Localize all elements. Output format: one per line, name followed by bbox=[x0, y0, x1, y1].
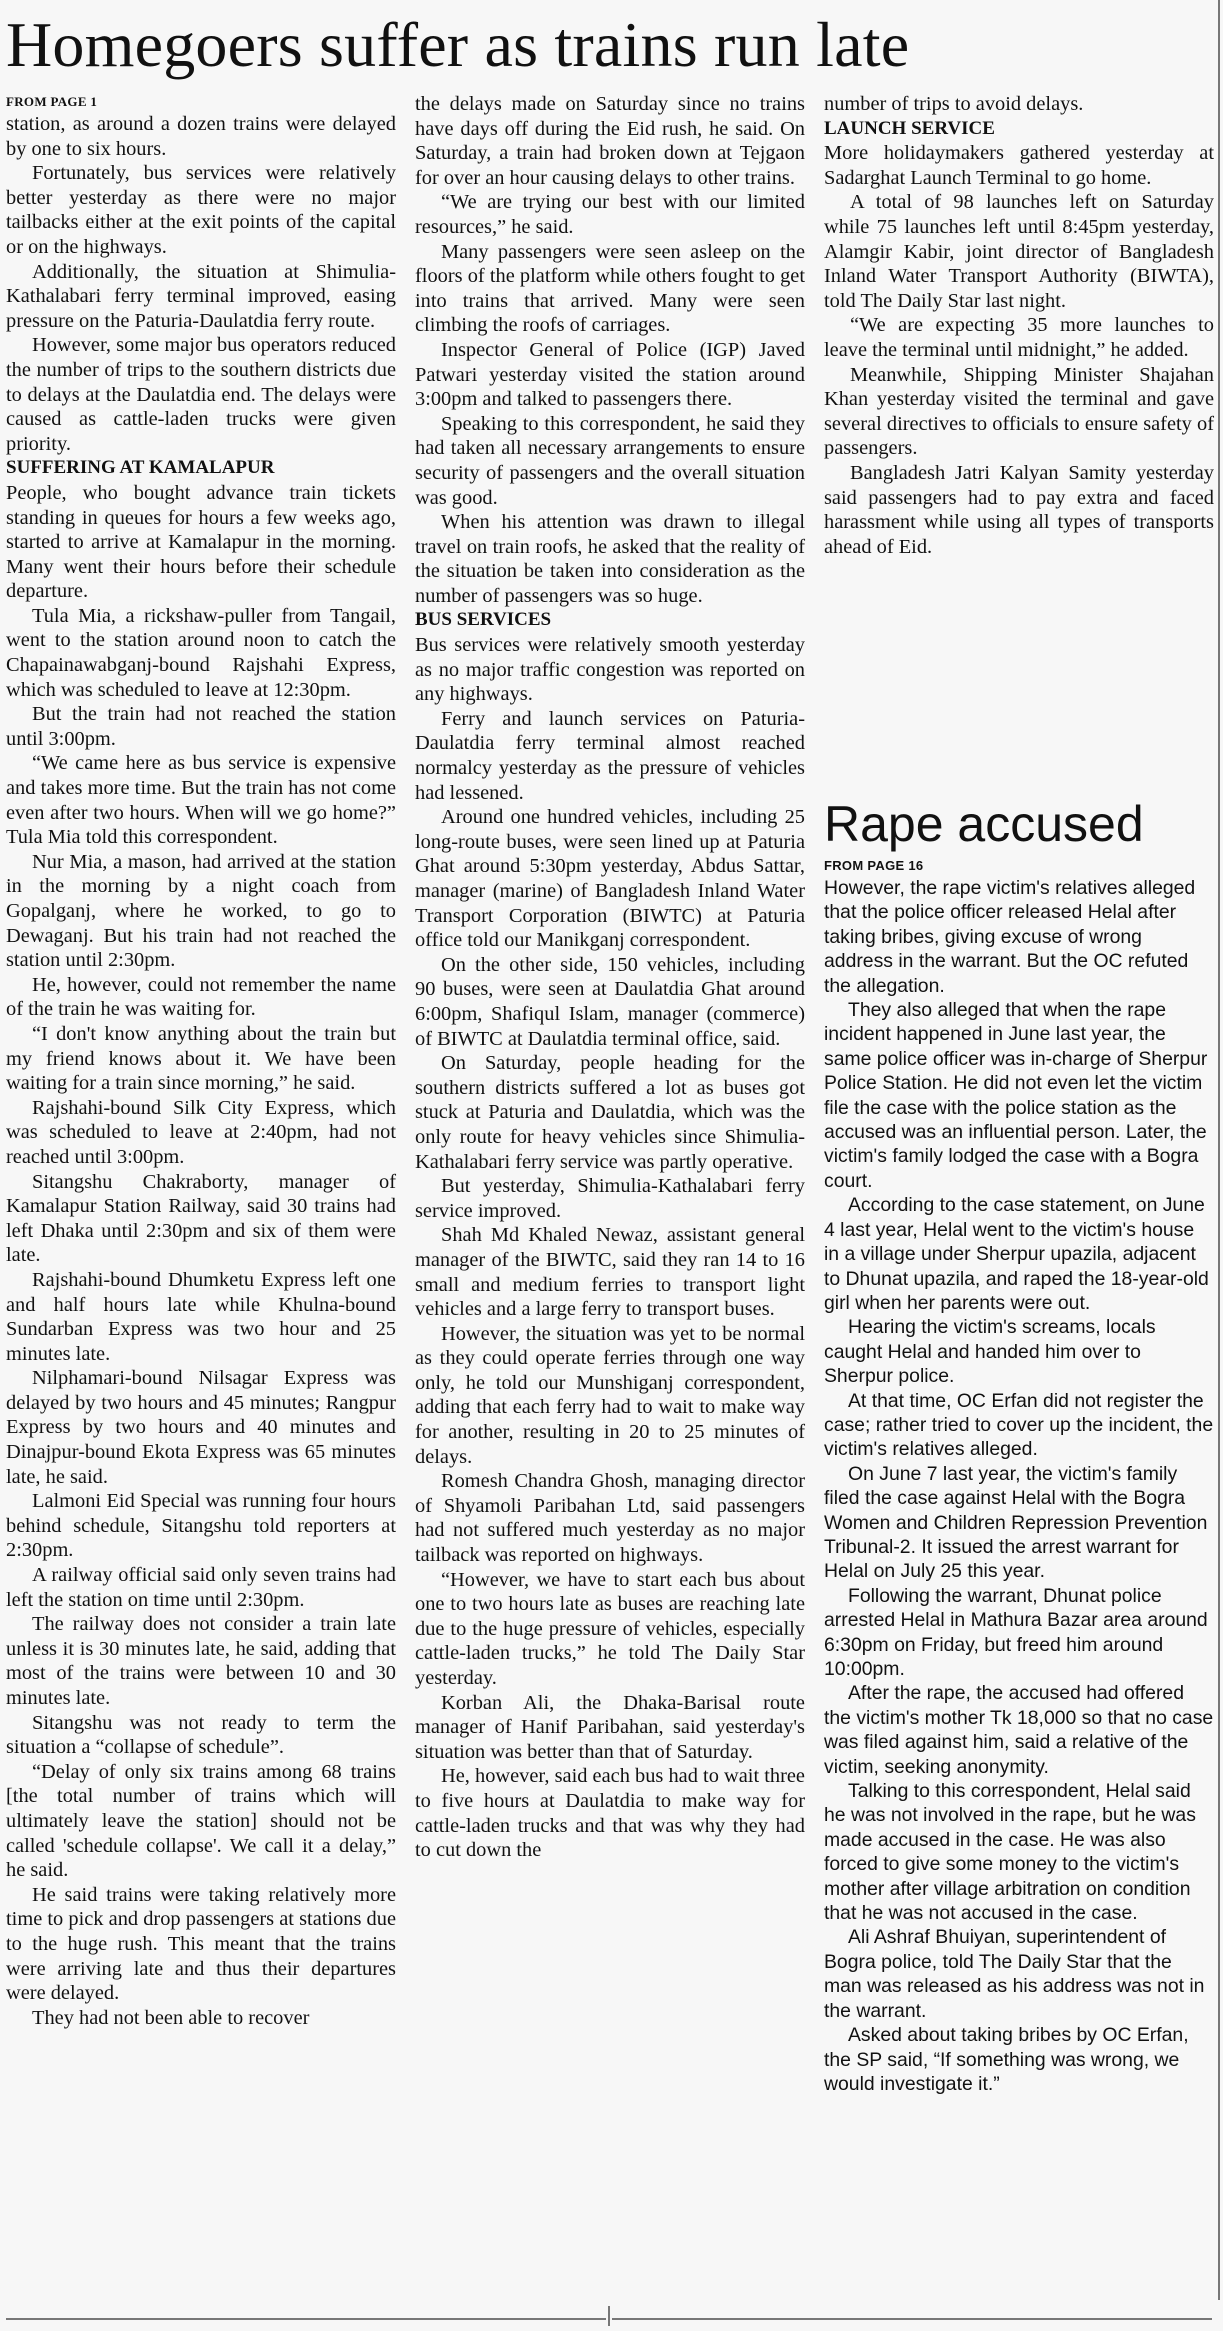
bottom-rule-right bbox=[612, 2318, 1212, 2320]
paragraph: “However, we have to start each bus about one to two hours late as buses are reaching late due to the huge pressure of vehicles, especially cattle-laden trucks,” he told The Daily Star yesterday. bbox=[415, 1568, 805, 1689]
paragraph: Rajshahi-bound Silk City Express, which was scheduled to leave at 2:40pm, had not reached until 3:00pm. bbox=[6, 1096, 396, 1168]
paragraph: However, the rape victim's relatives alleged that the police officer released Helal after taking bribes, giving excuse of wrong address in the warrant. But the OC refuted the allegation. bbox=[824, 877, 1196, 997]
column-1-body bbox=[6, 112, 396, 2030]
paragraph: But the train had not reached the station until 3:00pm. bbox=[6, 703, 396, 750]
subheading: BUS SERVICES bbox=[415, 609, 552, 631]
paragraph: The railway does not consider a train late unless it is 30 minutes late, he said, adding that most of the trains were between 10 and 30 minutes late. bbox=[6, 1613, 396, 1709]
paragraph: He said trains were taking relatively more time to pick and drop passengers at stations due to the huge rush. This meant that the trains were arriving late and thus their departures were delayed. bbox=[6, 1883, 396, 2005]
paragraph: “We are expecting 35 more launches to leave the terminal until midnight,” he added. bbox=[824, 314, 1214, 361]
paragraph: Sitangshu Chakraborty, manager of Kamalapur Station Railway, said 30 trains had left Dhaka until 2:30pm and six of them were late. bbox=[6, 1170, 396, 1267]
paragraph: station, as around a dozen trains were delayed by one to six hours. bbox=[6, 113, 396, 160]
paragraph: Shah Md Khaled Newaz, assistant general manager of the BIWTC, said they ran 14 to 16 small and medium ferries to transport light vehicles and a large ferry to transport buses. bbox=[415, 1224, 805, 1321]
rape-accused-story bbox=[824, 792, 1214, 2096]
story-column-3 bbox=[824, 92, 1214, 559]
paragraph: Meanwhile, Shipping Minister Shajahan Khan yesterday visited the terminal and gave several directives to officials to ensure safety of passengers. bbox=[824, 363, 1214, 460]
subheading: LAUNCH SERVICE bbox=[824, 117, 995, 139]
paragraph: A total of 98 launches left on Saturday while 75 launches left until 8:45pm yesterday, Alamgir Kabir, joint director of Bangladesh Inland Water Transport Authority (BIWTA), told The Daily Star last night. bbox=[824, 191, 1214, 312]
paragraph: Additionally, the situation at Shimulia-Kathalabari ferry terminal improved, easing pressure on the Paturia-Daulatdia ferry route. bbox=[6, 260, 396, 332]
column-rule-right bbox=[1218, 0, 1220, 2300]
from-page-label: FROM PAGE 1 bbox=[6, 94, 98, 109]
paragraph: Bus services were relatively smooth yesterday as no major traffic congestion was reported on any highways. bbox=[415, 634, 805, 706]
paragraph: Tula Mia, a rickshaw-puller from Tangail, went to the station around noon to catch the Chapainawabganj-bound Rajshahi Express, which was scheduled to leave at 12:30pm. bbox=[6, 604, 396, 701]
paragraph: When his attention was drawn to illegal travel on train roofs, he asked that the reality of the situation be taken into consideration as the number of passengers was so huge. bbox=[415, 511, 805, 607]
rape-from-page-label: FROM PAGE 16 bbox=[824, 858, 924, 873]
paragraph: People, who bought advance train tickets standing in queues for hours a few weeks ago, started to arrive at Kamalapur in the morning. Many went their hours before their schedule departure. bbox=[6, 481, 396, 603]
paragraph: He, however, said each bus had to wait three to five hours at Daulatdia to make way for cattle-laden trucks and that was why they had to cut down the bbox=[415, 1765, 805, 1862]
paragraph: Bangladesh Jatri Kalyan Samity yesterday said passengers had to pay extra and faced harassment while using all types of transports ahead of Eid. bbox=[824, 461, 1214, 558]
paragraph: However, the situation was yet to be normal as they could operate ferries through one way only, he told our Munshiganj correspondent, adding that each ferry had to wait to make way for another, resulting in 20 to 25 minutes of delays. bbox=[415, 1322, 805, 1468]
paragraph: Ferry and launch services on Paturia-Daulatdia ferry terminal almost reached normalcy yesterday as the pressure of vehicles had lessened. bbox=[415, 707, 805, 804]
paragraph: “Delay of only six trains among 68 trains [the total number of trains which will ultimately leave the station] should not be called 'schedule collapse'. We call it a delay,” he said. bbox=[6, 1760, 396, 1882]
paragraph: Inspector General of Police (IGP) Javed Patwari yesterday visited the station around 3:00pm and talked to passengers there. bbox=[415, 338, 805, 411]
paragraph: They had not been able to recover bbox=[32, 2006, 310, 2029]
paragraph: Around one hundred vehicles, including 25 long-route buses, were seen lined up at Paturia Ghat around 5:30pm yesterday, Abdus Sattar, manager (marine) of Bangladesh Inland Water Transport Corporation (BIWTC) at Paturia office told our Manikganj correspondent. bbox=[415, 806, 805, 952]
paragraph: Romesh Chandra Ghosh, managing director of Shyamoli Paribahan Ltd, said passengers had not suffered much yesterday as no major tailback was reported on highways. bbox=[415, 1470, 805, 1567]
paragraph: However, some major bus operators reduced the number of trips to the southern districts due to delays at the Daulatdia end. The delays were caused as cattle-laden trucks were given priority. bbox=[6, 334, 396, 455]
paragraph: Following the warrant, Dhunat police arrested Helal in Mathura Bazar area around 6:30pm on Friday, but freed him around 10:00pm. bbox=[824, 1584, 1208, 1680]
paragraph: Talking to this correspondent, Helal said he was not involved in the rape, but he was made accused in the case. He was also forced to give some money to the victim's mother after village arbitration on condition that he was not accused in the case. bbox=[824, 1780, 1196, 1925]
paragraph: Fortunately, bus services were relatively better yesterday as there were no major tailbacks either at the exit points of the capital or on the highways. bbox=[6, 162, 396, 258]
paragraph: Ali Ashraf Bhuiyan, superintendent of Bogra police, told The Daily Star that the man was released as his address was not in the warrant. bbox=[824, 1926, 1205, 2022]
subheading: SUFFERING AT KAMALAPUR bbox=[6, 457, 275, 479]
paragraph: On June 7 last year, the victim's family filed the case against Helal with the Bogra Women and Children Repression Prevention Tribunal-2. It issued the arrest warrant for Helal on July 25 this year. bbox=[824, 1462, 1208, 1583]
paragraph: More holidaymakers gathered yesterday at Sadarghat Launch Terminal to go home. bbox=[824, 142, 1214, 189]
paragraph: Korban Ali, the Dhaka-Barisal route manager of Hanif Paribahan, said yesterday's situation was better than that of Saturday. bbox=[415, 1691, 805, 1763]
paragraph: Hearing the victim's screams, locals caught Helal and handed him over to Sherpur police. bbox=[824, 1316, 1156, 1388]
paragraph: On Saturday, people heading for the southern districts suffered a lot as buses got stuck at Paturia and Daulatdia, which was the only route for heavy vehicles since Shimulia-Kathalabari ferry service was partly operative. bbox=[415, 1052, 805, 1173]
paragraph: Nilphamari-bound Nilsagar Express was delayed by two hours and 45 minutes; Rangpur Express by two hours and 40 minutes and Dinajpur-bound Ekota Express was 65 minutes late, he said. bbox=[6, 1367, 396, 1488]
paragraph: Lalmoni Eid Special was running four hours behind schedule, Sitangshu told reporters at 2:30pm. bbox=[6, 1490, 396, 1562]
story-column-2 bbox=[415, 92, 805, 1863]
paragraph: After the rape, the accused had offered the victim's mother Tk 18,000 so that no case was filed against him, said a relative of the victim, seeking anonymity. bbox=[824, 1682, 1214, 1778]
paragraph: On the other side, 150 vehicles, including 90 buses, were seen at Daulatdia Ghat around 6:00pm, Shafiqul Islam, manager (commerce) of BIWTC at Daulatdia terminal office, said. bbox=[415, 953, 805, 1050]
paragraph: A railway official said only seven trains had left the station on time until 2:30pm. bbox=[6, 1564, 396, 1611]
rape-accused-headline: Rape accused bbox=[824, 796, 1144, 852]
paragraph: Rajshahi-bound Dhumketu Express left one and half hours late while Khulna-bound Sundarban Express was two hour and 25 minutes late. bbox=[6, 1268, 396, 1365]
paragraph: Speaking to this correspondent, he said they had taken all necessary arrangements to ensure security of passengers and the overall situation was good. bbox=[415, 412, 805, 509]
column-3-body bbox=[824, 92, 1214, 559]
paragraph: According to the case statement, on June 4 last year, Helal went to the victim's house in a village under Sherpur upazila, adjacent to Dhunat upazila, and raped the 18-year-old girl when her parents were out. bbox=[824, 1194, 1209, 1314]
paragraph: “I don't know anything about the train but my friend knows about it. We have been waiting for a train since morning,” he said. bbox=[6, 1022, 396, 1095]
story-column-1 bbox=[6, 92, 396, 2030]
paragraph: But yesterday, Shimulia-Kathalabari ferry service improved. bbox=[415, 1175, 805, 1222]
paragraph: “We are trying our best with our limited resources,” he said. bbox=[415, 191, 805, 238]
paragraph: Asked about taking bribes by OC Erfan, the SP said, “If something was wrong, we would investigate it.” bbox=[824, 2024, 1189, 2095]
story-headline: Homegoers suffer as trains run late bbox=[6, 9, 910, 80]
paragraph: the delays made on Saturday since no trains have days off during the Eid rush, he said. On Saturday, a train had broken down at Tejgaon for over an hour causing delays to other trains. bbox=[415, 93, 805, 189]
paragraph: Many passengers were seen asleep on the floors of the platform while others fought to get into trains that arrived. Many were seen climbing the roofs of carriages. bbox=[415, 240, 805, 337]
bottom-rule-left bbox=[6, 2318, 606, 2320]
column-2-body bbox=[415, 92, 805, 1863]
paragraph: They also alleged that when the rape incident happened in June last year, the same police officer was in-charge of Sherpur Police Station. He did not even let the victim file the case with the police station as the accused was an influential person. Later, the victim's family lodged the case with a Bogra court. bbox=[824, 999, 1208, 1192]
paragraph: He, however, could not remember the name of the train he was waiting for. bbox=[6, 973, 396, 1021]
paragraph: At that time, OC Erfan did not register the case; rather tried to cover up the incident, the victim's relatives alleged. bbox=[824, 1389, 1214, 1461]
paragraph: Sitangshu was not ready to term the situation a “collapse of schedule”. bbox=[6, 1711, 396, 1759]
paragraph: Nur Mia, a mason, had arrived at the station in the morning by a night coach from Gopalganj, where he worked, to go to Dewaganj. But his train had not reached the station until 2:30pm. bbox=[6, 850, 396, 972]
paragraph: number of trips to avoid delays. bbox=[824, 93, 1084, 115]
rape-accused-body bbox=[824, 876, 1214, 2096]
paragraph: “We came here as bus service is expensive and takes more time. But the train has not come even after two hours. When will we go home?” Tula Mia told this correspondent. bbox=[6, 752, 396, 849]
bottom-rule-divider bbox=[608, 2306, 610, 2326]
